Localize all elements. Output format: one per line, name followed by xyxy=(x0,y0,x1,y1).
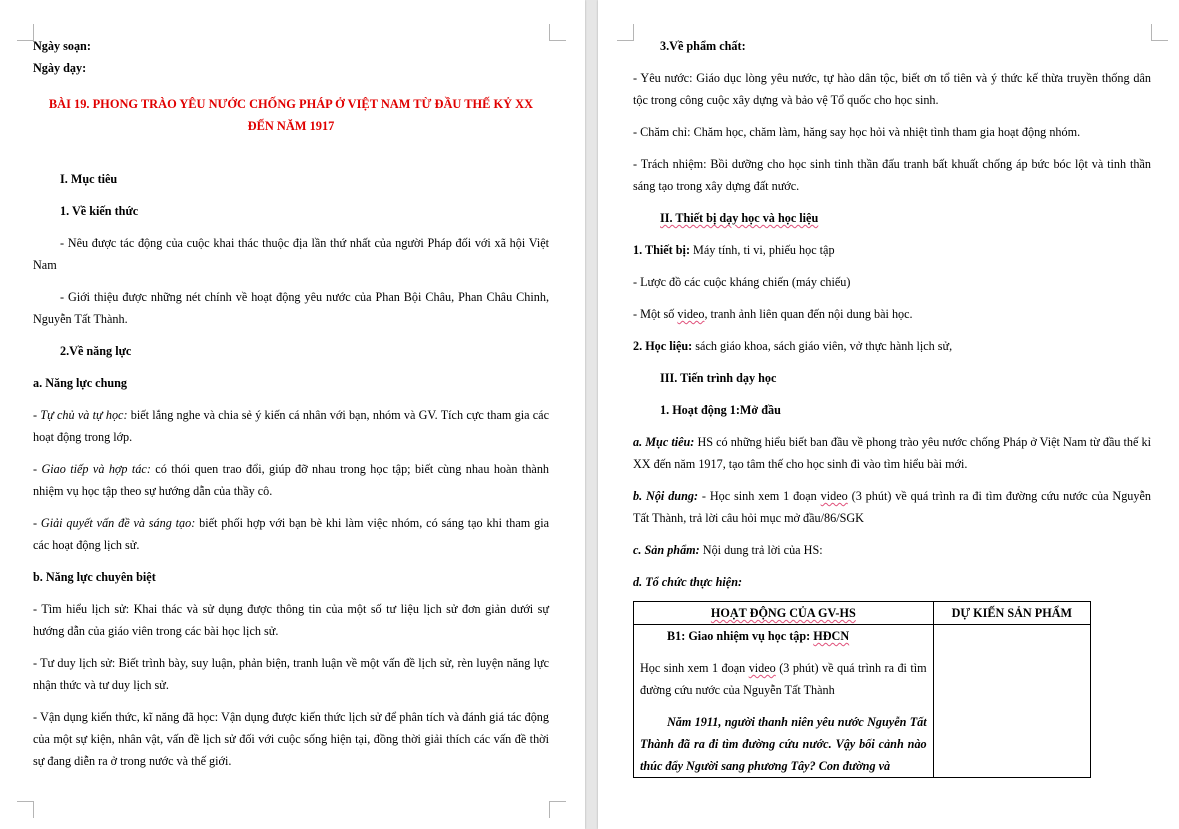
heading-pham-chat: 3.Về phẩm chất: xyxy=(660,39,746,53)
text-san-pham: Nội dung trả lời của HS: xyxy=(699,543,823,557)
paragraph-trach-nhiem: - Trách nhiệm: Bồi dưỡng cho học sinh tinh thần đấu tranh bất khuất chống áp bức bóc lột và tinh thần sáng tạo trong xây dựng đất nước. xyxy=(633,157,1151,193)
label-muc-tieu: a. Mục tiêu: xyxy=(633,435,695,449)
paragraph-van-dung: - Vận dụng kiến thức, kĩ năng đã học: Vận dụng được kiến thức lịch sử để phân tích và đánh giá tác động của một sự kiện, nhân vật, vấn đề lịch sử đối với cuộc sống hiện tại, đồng thời giải thích các vấn đề thời sự đang diễn ra ở trong nước và thế giới. xyxy=(33,710,549,768)
left-page-text[interactable] xyxy=(33,35,549,772)
label-thiet-bi: 1. Thiết bị: xyxy=(633,243,690,257)
heading-nang-luc-chung: a. Năng lực chung xyxy=(33,376,127,390)
heading-thiet-bi xyxy=(633,207,1151,229)
table-b1-line xyxy=(640,625,927,647)
heading-thiet-bi-text: II. Thiết bị dạy học và học liệu xyxy=(660,211,819,225)
activity-table[interactable] xyxy=(633,601,1091,778)
table-header-du-kien: DỰ KIẾN SẢN PHẨM xyxy=(933,602,1090,625)
heading-tien-trinh: III. Tiến trình dạy học xyxy=(660,371,777,385)
table-cell-product[interactable] xyxy=(933,625,1090,778)
paragraph-video xyxy=(633,303,1151,325)
table-header-hoat-dong xyxy=(634,602,934,625)
table-header-row xyxy=(634,602,1091,625)
heading-nang-luc-chuyen-biet: b. Năng lực chuyên biệt xyxy=(33,570,156,584)
text-giai-quyet: biết phối hợp với bạn bè khi làm việc nhóm, có sáng tạo khi tham gia các hoạt động lịch sử. xyxy=(33,516,549,552)
table-b1-hdcn: HĐCN xyxy=(813,629,850,643)
paragraph-tim-hieu: - Tìm hiểu lịch sử: Khai thác và sử dụng được thông tin của một số tư liệu lịch sử đơn giản dưới sự hướng dẫn của giáo viên trong các bài học lịch sử. xyxy=(33,602,549,638)
table-hs-line xyxy=(640,657,927,701)
right-page-text[interactable] xyxy=(633,35,1151,778)
paragraph-noi-dung xyxy=(633,485,1151,529)
paragraph-hoc-lieu xyxy=(633,335,1151,357)
paragraph-yeu-nuoc: - Yêu nước: Giáo dục lòng yêu nước, tự hào dân tộc, biết ơn tổ tiên và ý thức kế thừa truyền thống dân tộc trong công cuộc xây dựng và bảo vệ Tổ quốc cho học sinh. xyxy=(633,71,1151,107)
text-muc-tieu: HS có những hiểu biết ban đầu về phong trào yêu nước chống Pháp ở Việt Nam từ đầu thế kỉ XX đến năm 1917, tạo tâm thế cho học sinh đi vào tìm hiểu bài mới. xyxy=(633,435,1151,471)
text-tu-chu: biết lắng nghe và chia sẻ ý kiến cá nhân với bạn, nhóm và GV. Tích cực tham gia các hoạt động trong lớp. xyxy=(33,408,549,444)
margin-corner-mark xyxy=(1151,24,1168,41)
heading-muc-tieu: I. Mục tiêu xyxy=(60,172,118,186)
margin-corner-mark xyxy=(549,801,566,818)
label-noi-dung: b. Nội dung: xyxy=(633,489,698,503)
paragraph-cham-chi: - Chăm chỉ: Chăm học, chăm làm, hăng say học hỏi và nhiệt tình tham gia hoạt động nhóm. xyxy=(633,125,1081,139)
margin-corner-mark xyxy=(549,24,566,41)
label-san-pham: c. Sản phẩm: xyxy=(633,543,700,557)
table-row xyxy=(634,625,1091,778)
text-hoc-lieu: sách giáo khoa, sách giáo viên, vở thực hành lịch sử, xyxy=(692,339,953,353)
lesson-title xyxy=(33,93,549,137)
text-thiet-bi: Máy tính, ti vi, phiếu học tập xyxy=(690,243,835,257)
paragraph-thiet-bi xyxy=(633,239,1151,261)
text-noi-dung-a: - Học sinh xem 1 đoạn xyxy=(698,489,821,503)
table-cell-activity[interactable] xyxy=(634,625,934,778)
text-giao-tiep: có thói quen trao đổi, giúp đỡ nhau trong học tập; biết cùng nhau hoàn thành nhiệm vụ học tập theo sự hướng dẫn của thầy cô. xyxy=(33,462,550,498)
paragraph-luoc-do: - Lược đồ các cuộc kháng chiến (máy chiếu) xyxy=(633,275,851,289)
lesson-title-line1: BÀI 19. PHONG TRÀO YÊU NƯỚC CHỐNG PHÁP Ở VIỆT NAM TỪ ĐẦU THẾ KỶ XX xyxy=(48,97,534,111)
paragraph-tu-duy: - Tư duy lịch sử: Biết trình bày, suy luận, phản biện, tranh luận về một vấn đề lịch sử, rèn luyện năng lực nhận thức và tư duy lịch sử. xyxy=(33,656,549,692)
document-page-right xyxy=(598,0,1179,829)
text-video-a: - Một số xyxy=(633,307,678,321)
ngay-day-label: Ngày dạy: xyxy=(33,61,87,75)
word-video-2: video xyxy=(820,489,848,503)
margin-corner-mark xyxy=(617,24,634,41)
text-video-b: , tranh ảnh liên quan đến nội dung bài học. xyxy=(704,307,913,321)
margin-corner-mark xyxy=(17,24,34,41)
paragraph-giai-quyet xyxy=(33,512,549,556)
margin-corner-mark xyxy=(17,801,34,818)
table-b1-text: B1: Giao nhiệm vụ học tập: xyxy=(667,629,814,643)
paragraph-tu-chu xyxy=(33,404,549,448)
paragraph-kien-thuc-1: - Nêu được tác động của cuộc khai thác thuộc địa lần thứ nhất của người Pháp đối với xã hội Việt Nam xyxy=(33,236,549,272)
paragraph-giao-tiep xyxy=(33,458,549,502)
paragraph-muc-tieu xyxy=(633,431,1151,475)
heading-to-chuc: d. Tổ chức thực hiện: xyxy=(633,575,743,589)
label-hoc-lieu: 2. Học liệu: xyxy=(633,339,693,353)
document-page-left xyxy=(0,0,585,829)
lesson-title-line2: ĐẾN NĂM 1917 xyxy=(247,119,335,133)
heading-nang-luc: 2.Về năng lực xyxy=(60,344,132,358)
text-noi-dung-b: (3 phút) về quá trình ra đi tìm đường cứu nước của Nguyễn Tất Thành, trả lời câu hỏi mục mở đầu/86/SGK xyxy=(633,489,1151,525)
ngay-soan-label: Ngày soạn: xyxy=(33,39,91,53)
label-giai-quyet: - Giải quyết vấn đề và sáng tạo: xyxy=(33,516,196,530)
table-hs-text-a: Học sinh xem 1 đoạn xyxy=(640,661,749,675)
heading-hoat-dong-1: 1. Hoạt động 1:Mở đầu xyxy=(660,403,781,417)
word-video: video xyxy=(677,307,705,321)
table-hs-video: video xyxy=(748,661,776,675)
heading-kien-thuc: 1. Về kiến thức xyxy=(60,204,139,218)
label-tu-chu: - Tự chủ và tự học: xyxy=(33,408,128,422)
label-giao-tiep: - Giao tiếp và hợp tác: xyxy=(33,462,151,476)
paragraph-kien-thuc-2: - Giới thiệu được những nét chính về hoạt động yêu nước của Phan Bội Châu, Phan Châu Chinh, Nguyễn Tất Thành. xyxy=(33,290,549,326)
table-header-hoat-dong-text: HOẠT ĐỘNG CỦA GV-HS xyxy=(710,606,856,620)
table-question: Năm 1911, người thanh niên yêu nước Nguyễn Tất Thành đã ra đi tìm đường cứu nước. Vậy bối cảnh nào thúc đẩy Người sang phương Tây? Con đường và xyxy=(640,715,927,773)
paragraph-san-pham xyxy=(633,539,1151,561)
table-hs-text-b: (3 phút) về quá trình ra đi tìm đường cứu nước của Nguyễn Tất Thành xyxy=(640,661,927,697)
